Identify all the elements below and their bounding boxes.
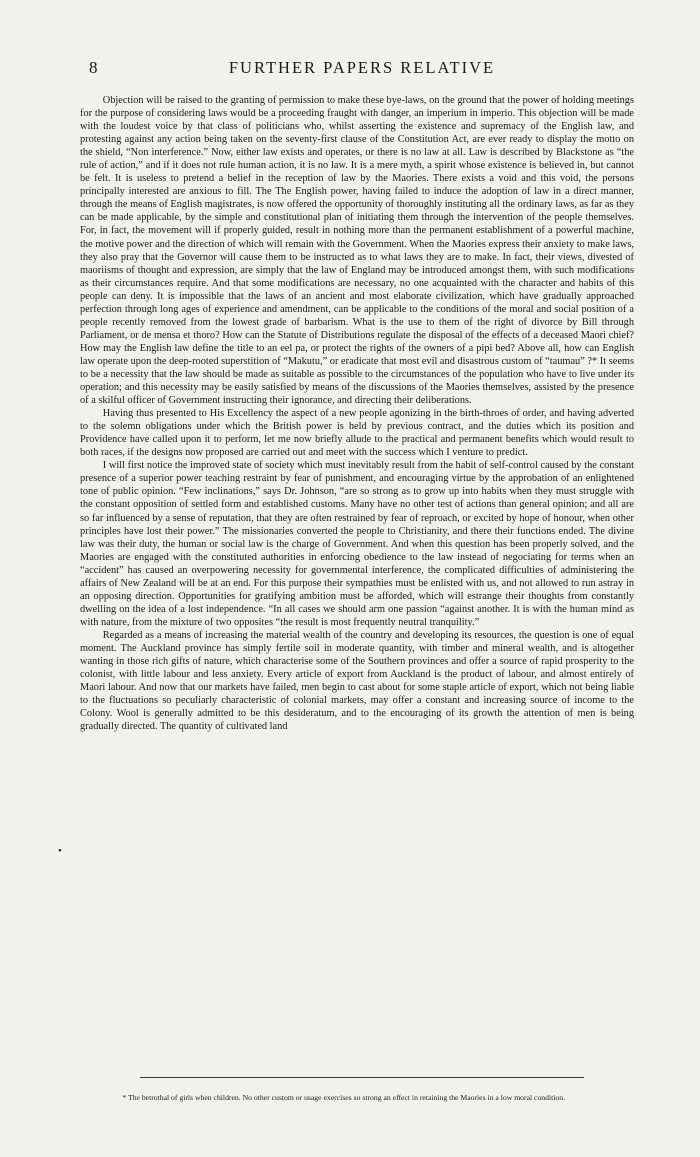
footnote-rule (140, 1077, 584, 1078)
paragraph-material-wealth: Regarded as a means of increasing the material wealth of the country and developing its resources, the question is one of equal moment. The Auckland province has simply fertile soil in moderate quantity, with timber and mineral wealth, and is altogether wanting in those rich gifts of nature, which characterise some of the Southern provinces and offer a source of rapid prosperity to the colonist, with little labour and less anxiety. Every article of export from Auckland is the product of labour, and almost entirely of Maori labour. And now that our markets have failed, men begin to cast about for some staple article of export, which not being liable to the fluctuations so peculiarly characteristic of colonial markets, may offer a constant and increasing source of income to the Colony. Wool is generally admitted to be this desideratum, and to the encouraging of its growth the attention of men is being gradually directed. The quantity of cultivated land (80, 629, 634, 733)
running-title: FURTHER PAPERS RELATIVE (228, 58, 496, 77)
paragraph-objection: Objection will be raised to the granting of permission to make these bye-laws, on the ground that the power of holding meetings for the purpose of considering laws would be a proceeding fraught with danger, an imperium in imperio. This objection will be made with the loudest voice by that class of politicians who, whilst asserting the existence and supremacy of the English law, and protesting against any action being taken on the seventy-first clause of the Constitution Act, are ever ready to display the motto on the shield, “Non interference.” Now, either law exists and operates, or there is no law at all. Law is described by Blackstone as “the rule of action,” and if it does not rule human action, it is no law. It is a mere myth, a spirit whose existence is believed in, but cannot be felt. It is useless to pretend a belief in the reception of law by the Maories. There exists a void and this void, the persons principally interested are anxious to fill. The The English power, having failed to induce the adoption of law in a direct manner, through the means of English magistrates, is now offered the opportunity of thoroughly instituting all the ordinary laws, as far as they can be made applicable, by the simple and constitutional plan of initiating them through the intervention of the people themselves. For, in fact, the movement will if properly guided, result in nothing more than the permanent establishment of a powerful machine, the motive power and the direction of which will remain with the Government. When the Maories express their anxiety to make laws, they also pray that the Governor will cause them to be instructed as to what laws they are to make. In fact, their views, divested of maoriisms of thought and expression, are simply that the law of England may be introduced amongst them, with such modifications as their circumstances require. And that some modifications are necessary, no one acquainted with the character and habits of this people can deny. It is impossible that the laws of an ancient and most elaborate civilization, which have gradually approached perfection through long ages of experience and amendment, can be applicable to the conditions of the moral and social position of a people recently removed from the lowest grade of barbarism. What is the use to them of the right of divorce by Bill through Parliament, or de mensa et thoro? How can the Statute of Distributions regulate the disposal of the effects of a deceased Maori chief? How may the English law define the title to an eel pa, or protect the rights of the owners of a pipi bed? Above all, how can English law operate upon the deep-rooted superstition of “Makutu,” or eradicate that most evil and disastrous custom of “taumau” ?* It seems to be a necessity that the law should be made as suitable as possible to the circumstances of the population who have to live under its operation; and this necessity may be easily satisfied by means of the discussions of the Maories themselves, assisted by the presence of a skilful officer of Government instructing their ignorance, and directing their deliberations. (80, 95, 634, 407)
footnote: * The betrothal of girls when children. No other custom or usage exercises so strong an effect in retaining the Maories in a low moral condition. (122, 1092, 566, 1102)
paragraph-birth-throes: Having thus presented to His Excellency the aspect of a new people agonizing in the birth-throes of order, and having adverted to the solemn obligations under which the British power is held by previous contract, and the duties which its position and Providence have called upon it to perform, let me now briefly allude to the practical and permanent benefits which would result to both races, if the designs now proposed are carried out and meet with the success which I venture to predict. (80, 408, 634, 459)
page-number: 8 (89, 58, 98, 77)
margin-mark: • (58, 845, 62, 857)
paragraph-self-control: I will first notice the improved state of society which must inevitably result from the habit of self-control caused by the constant presence of a superior power teaching restraint by fear of punishment, and encouraging virtue by the approbation of an enlightened tone of public opinion. “Few inclinations,” says Dr. Johnson, “are so strong as to grow up into habits when they must struggle with the constant opposition of settled form and established customs. Many have no other test of actions than general opinion; and all are so far influenced by a sense of reputation, that they are often restrained by fear of reproach, or excited by hope of honour, when other principles have lost their power.” The missionaries converted the people to Christianity, and there their functions ended. The divine law was their duty, the human or social law is the charge of Government. And when this question has been properly solved, and the Maories are engaged with the constituted authorities in enforcing obedience to the law instead of negociating for terms when an “accident” has caused an overpowering necessity for governmental interference, the complicated difficulties of administering the affairs of New Zealand will be at an end. For this purpose their sympathies must be enlisted with us, and not allowed to run astray in an opposing direction. Opportunities for gratifying ambition must be afforded, which will estrange their thoughts from constantly dwelling on the idea of a lost independence. “In all cases we should arm one passion “against another. It is with the human mind as with nature, from the mixture of two opposites “the result is most frequently neutral tranquility.” (80, 460, 634, 628)
running-head (80, 58, 634, 80)
body-text (80, 94, 634, 733)
